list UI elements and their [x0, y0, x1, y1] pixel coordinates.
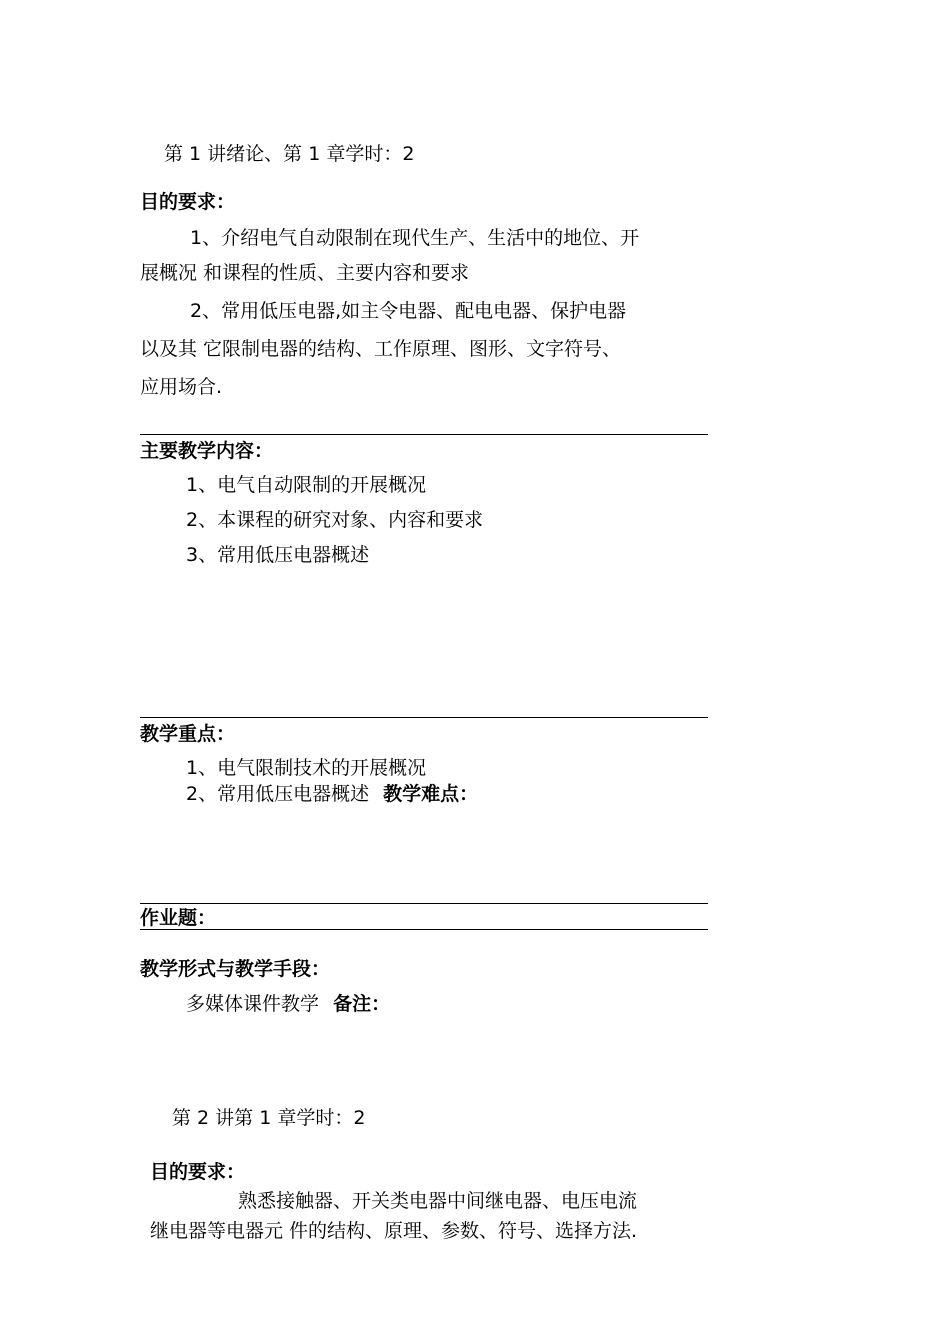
- section-divider: [140, 434, 708, 435]
- lecture1-objective2-line2: 以及其 它限制电器的结构、工作原理、图形、文字符号、: [140, 338, 622, 360]
- section-divider: [140, 903, 708, 904]
- lecture1-objective2-line1: 2、常用低压电器,如主令电器、配电电器、保护电器: [190, 300, 627, 322]
- lecture1-form-text: 多媒体课件教学: [186, 993, 320, 1015]
- section-divider: [140, 929, 708, 930]
- lecture1-remarks-heading: 备注：: [333, 993, 391, 1015]
- lecture1-content-heading: 主要教学内容：: [140, 440, 274, 462]
- lecture2-objectives-heading: 目的要求：: [150, 1161, 246, 1183]
- lecture1-content-item: 1、电气自动限制的开展概况: [186, 474, 427, 496]
- lecture1-objective1-line2: 展概况 和课程的性质、主要内容和要求: [140, 262, 470, 284]
- lecture2-objective-line2: 继电器等电器元 件的结构、原理、参数、符号、选择方法.: [150, 1220, 638, 1242]
- lecture1-objective2-line3: 应用场合.: [140, 376, 223, 398]
- lecture1-content-item: 3、常用低压电器概述: [186, 544, 370, 566]
- lecture1-form-heading: 教学形式与教学手段：: [140, 958, 331, 980]
- lecture2-objective-line1: 熟悉接触器、开关类电器中间继电器、电压电流: [238, 1190, 638, 1212]
- lecture1-objectives-heading: 目的要求：: [140, 191, 236, 213]
- lecture1-difficulties-heading: 教学难点：: [383, 783, 479, 805]
- section-divider: [140, 717, 708, 718]
- lecture1-form-line: [186, 993, 390, 1015]
- lecture2-title: 第 2 讲第 1 章学时：2: [172, 1107, 366, 1129]
- lecture1-keypoint-2-line: [186, 783, 478, 805]
- lecture1-keypoints-heading: 教学重点：: [140, 723, 236, 745]
- lecture1-objective1-line1: 1、介绍电气自动限制在现代生产、生活中的地位、开: [190, 227, 640, 249]
- lecture1-content-item: 2、本课程的研究对象、内容和要求: [186, 509, 484, 531]
- lecture1-title: 第 1 讲绪论、第 1 章学时：2: [164, 143, 415, 165]
- lecture1-keypoint-1: 1、电气限制技术的开展概况: [186, 757, 427, 779]
- lecture1-homework-heading: 作业题：: [140, 907, 217, 929]
- lecture1-keypoint-2: 2、常用低压电器概述: [186, 783, 370, 805]
